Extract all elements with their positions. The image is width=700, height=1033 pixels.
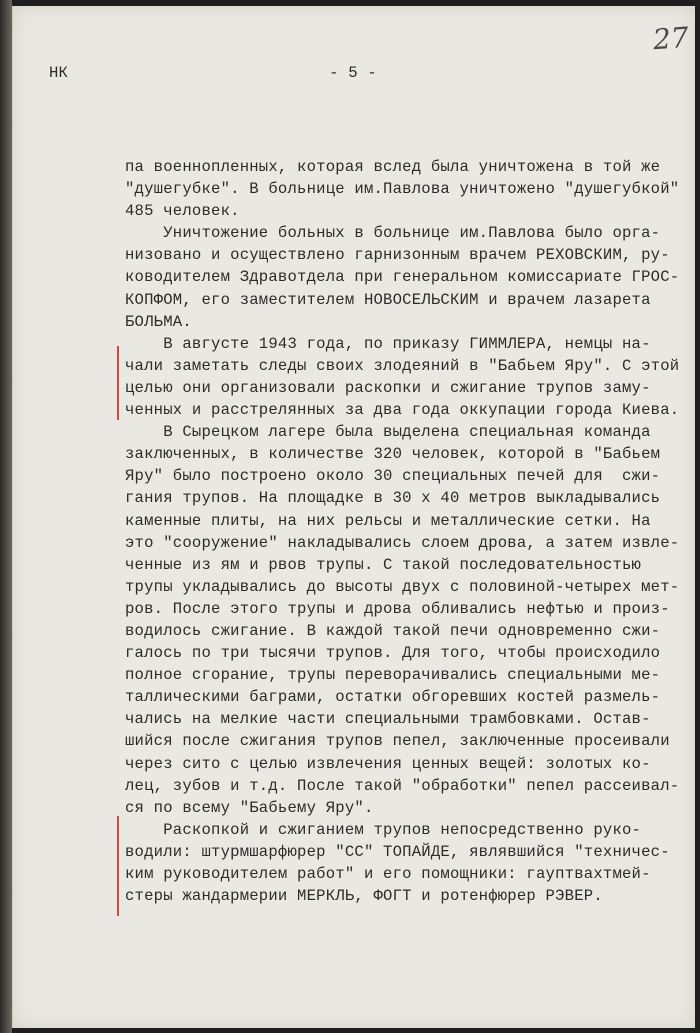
text-line: Яру" было построено около 30 специальных печей для сжи- [125,467,661,486]
text-line: чались на мелкие части специальными трамбовками. Остав- [125,710,651,729]
margin-mark-2 [117,816,119,916]
document-page [12,6,695,1028]
text-line: водилось сжигание. В каждой такой печи одновременно сжи- [125,621,661,640]
text-line: ченные из ям и рвов трупы. С такой последовательностью [125,555,642,574]
text-line: ким руководителем работ" и его помощники: гауптвахтмей- [125,865,651,883]
text-line: В августе 1943 года, по приказу ГИММЛЕРА, немцы на- [125,334,651,353]
text-line: гания трупов. На площадке в 30 х 40 метров выкладывались [125,489,661,508]
binding-edge [0,0,12,1033]
text-line: чали заметать следы своих злодеяний в "Бабьем Яру". С этой [125,356,680,375]
text-line: трупы укладывались до высоты двух с половиной-четырех мет- [125,577,680,596]
text-line: Уничтожение больных в больнице им.Павлова было орга- [125,224,661,243]
text-line: стеры жандармерии МЕРКЛЬ, ФОГТ и ротенфюрер РЭВЕР. [125,887,603,906]
text-line: Раскопкой и сжиганием трупов непосредственно руко- [125,820,642,839]
text-line: ся по всему "Бабьему Яру". [125,798,374,817]
text-line: 485 человек. [125,202,240,221]
document-code: НК [49,64,69,82]
text-line: шийся после сжигания трупов пепел, заключенные просеивали [125,732,670,751]
text-line: лец, зубов и т.д. После такой "обработки" пепел рассеивал- [125,776,680,795]
text-line: ров. После этого трупы и дрова обливались нефтью и произ- [125,599,670,618]
text-line: КОПФОМ, его заместителем НОВОСЕЛЬСКИМ и врачем лазарета [125,290,651,309]
text-line: "душегубке". В больнице им.Павлова уничтожено "душегубкой" [125,180,680,199]
text-line: целью они организовали раскопки и сжигание трупов заму- [125,378,651,397]
text-line: ководителем Здравотдела при генеральном комиссариате ГРОС- [125,268,680,287]
text-line: низовано и осуществлено гарнизонным врачем РЕХОВСКИМ, ру- [125,246,670,265]
text-line: через сито с целью извлечения ценных вещей: золотых ко- [125,754,651,773]
archive-page-number: 27 [651,20,690,57]
margin-mark-1 [117,346,119,420]
document-body [125,156,695,907]
text-line: В Сырецком лагере была выделена специальная команда [125,423,651,442]
text-line: водили: штурмшарфюрер "СС" ТОПАЙДЕ, являвшийся "техничес- [125,842,670,861]
text-line: каменные плиты, на них рельсы и металлические сетки. На [125,511,651,530]
text-line: галось по три тысячи трупов. Для того, чтобы происходило [125,644,661,663]
page-number: - 5 - [329,64,377,82]
text-line: заключенных, в количестве 320 человек, которой в "Бабьем [125,445,661,464]
text-line: ченных и расстрелянных за два года оккупации города Киева. [125,401,680,420]
text-line: па военнопленных, которая вслед была уничтожена в той же [125,158,661,176]
text-line: это "сооружение" накладывались слоем дрова, а затем извле- [125,533,680,552]
text-line: БОЛЬМА. [125,312,192,331]
text-line: таллическими баграми, остатки обгоревших костей размель- [125,688,661,707]
text-line: полное сгорание, трупы переворачивались специальными ме- [125,666,661,685]
